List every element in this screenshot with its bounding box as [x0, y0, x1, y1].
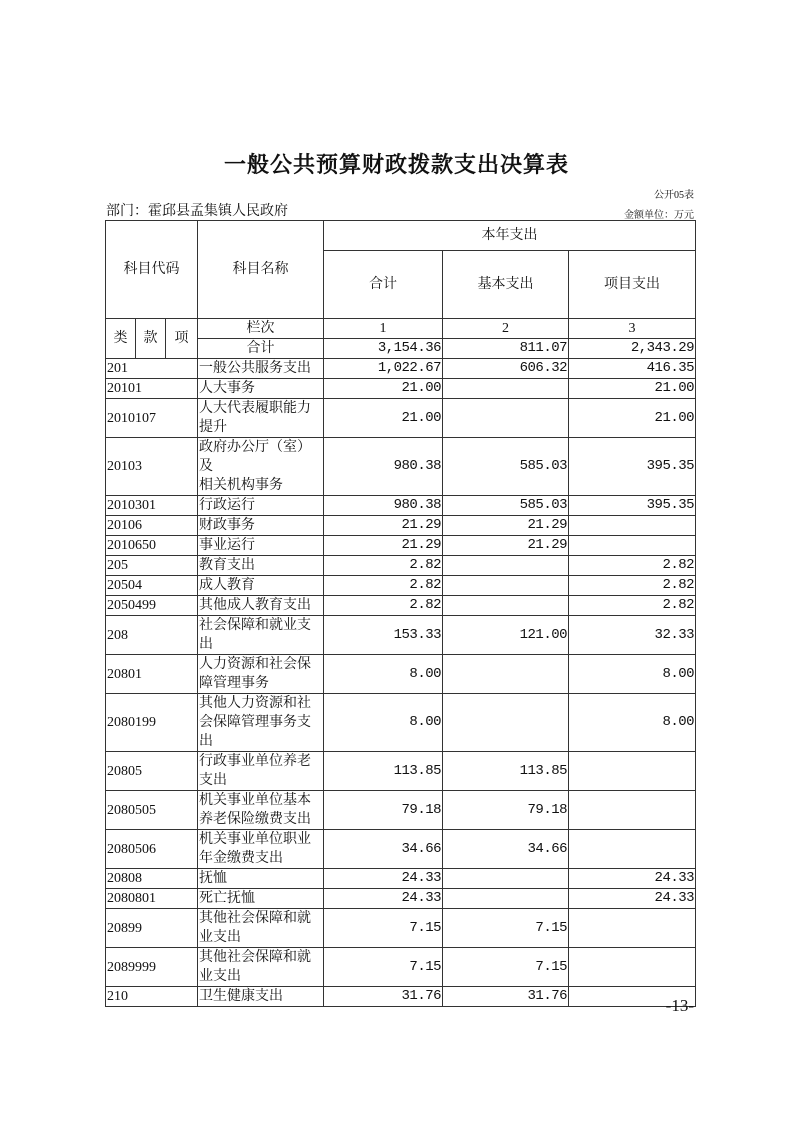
table-row	[106, 576, 696, 596]
code-cell: 2080505	[106, 791, 198, 830]
total-cell: 2.82	[324, 576, 443, 596]
code-cell: 2089999	[106, 948, 198, 987]
table-row	[106, 359, 696, 379]
table-row	[106, 830, 696, 869]
code-cell: 20504	[106, 576, 198, 596]
total-cell: 980.38	[324, 438, 443, 496]
table-row	[106, 752, 696, 791]
name-cell: 事业运行	[198, 536, 324, 556]
project-cell: 2.82	[569, 556, 696, 576]
project-cell: 21.00	[569, 399, 696, 438]
sum-total: 3,154.36	[324, 339, 443, 359]
table-row	[106, 889, 696, 909]
name-cell: 其他社会保障和就 业支出	[198, 909, 324, 948]
table-row	[106, 399, 696, 438]
total-cell: 7.15	[324, 948, 443, 987]
total-cell: 980.38	[324, 496, 443, 516]
basic-cell: 121.00	[443, 616, 569, 655]
basic-cell: 113.85	[443, 752, 569, 791]
basic-cell: 34.66	[443, 830, 569, 869]
total-cell: 34.66	[324, 830, 443, 869]
project-cell: 395.35	[569, 496, 696, 516]
table-row	[106, 536, 696, 556]
header-basic: 基本支出	[443, 251, 569, 319]
code-cell: 205	[106, 556, 198, 576]
basic-cell: 7.15	[443, 948, 569, 987]
header-code: 科目代码	[106, 221, 198, 319]
code-cell: 2010301	[106, 496, 198, 516]
project-cell	[569, 536, 696, 556]
project-cell	[569, 752, 696, 791]
code-cell: 20801	[106, 655, 198, 694]
project-cell: 21.00	[569, 379, 696, 399]
basic-cell: 21.29	[443, 516, 569, 536]
table-row	[106, 379, 696, 399]
project-cell: 8.00	[569, 694, 696, 752]
name-cell: 成人教育	[198, 576, 324, 596]
column-no-3: 3	[569, 319, 696, 339]
document-title: 一般公共预算财政拨款支出决算表	[223, 153, 569, 178]
basic-cell	[443, 596, 569, 616]
basic-cell: 585.03	[443, 438, 569, 496]
code-cell: 210	[106, 987, 198, 1007]
code-cell: 201	[106, 359, 198, 379]
table-row	[106, 496, 696, 516]
basic-cell	[443, 889, 569, 909]
code-cell: 2080199	[106, 694, 198, 752]
table-row	[106, 516, 696, 536]
table-row	[106, 596, 696, 616]
page-number: -13-	[665, 996, 694, 1015]
code-cell: 20101	[106, 379, 198, 399]
project-cell: 8.00	[569, 655, 696, 694]
department-label: 部门：霍邱县孟集镇人民政府	[106, 204, 288, 219]
name-cell: 教育支出	[198, 556, 324, 576]
project-cell	[569, 516, 696, 536]
basic-cell: 79.18	[443, 791, 569, 830]
project-cell: 395.35	[569, 438, 696, 496]
name-cell: 政府办公厅（室）及 相关机构事务	[198, 438, 324, 496]
code-cell: 20106	[106, 516, 198, 536]
sum-basic: 811.07	[443, 339, 569, 359]
code-cell: 208	[106, 616, 198, 655]
basic-cell: 21.29	[443, 536, 569, 556]
basic-cell	[443, 655, 569, 694]
code-cell: 2080506	[106, 830, 198, 869]
column-no-2: 2	[443, 319, 569, 339]
total-cell: 1,022.67	[324, 359, 443, 379]
total-cell: 79.18	[324, 791, 443, 830]
unit-label: 金额单位：万元	[624, 210, 694, 221]
total-cell: 8.00	[324, 694, 443, 752]
code-cell: 20103	[106, 438, 198, 496]
basic-cell	[443, 399, 569, 438]
header-project: 项目支出	[569, 251, 696, 319]
name-cell: 人大事务	[198, 379, 324, 399]
total-cell: 8.00	[324, 655, 443, 694]
table-row	[106, 791, 696, 830]
project-cell: 2.82	[569, 576, 696, 596]
name-cell: 社会保障和就业支 出	[198, 616, 324, 655]
name-cell: 财政事务	[198, 516, 324, 536]
basic-cell	[443, 556, 569, 576]
code-cell: 2080801	[106, 889, 198, 909]
header-xiang: 项	[166, 319, 198, 359]
project-cell	[569, 791, 696, 830]
basic-cell: 31.76	[443, 987, 569, 1007]
name-cell: 机关事业单位基本 养老保险缴费支出	[198, 791, 324, 830]
header-total: 合计	[324, 251, 443, 319]
table-row	[106, 655, 696, 694]
name-cell: 机关事业单位职业 年金缴费支出	[198, 830, 324, 869]
project-cell: 32.33	[569, 616, 696, 655]
name-cell: 抚恤	[198, 869, 324, 889]
table-row	[106, 694, 696, 752]
total-cell: 31.76	[324, 987, 443, 1007]
basic-cell: 7.15	[443, 909, 569, 948]
project-cell: 416.35	[569, 359, 696, 379]
header-name: 科目名称	[198, 221, 324, 319]
expenditure-table	[105, 220, 696, 1007]
project-cell: 24.33	[569, 869, 696, 889]
basic-cell	[443, 869, 569, 889]
total-cell: 21.00	[324, 379, 443, 399]
total-cell: 21.29	[324, 536, 443, 556]
table-row	[106, 948, 696, 987]
header-lei: 类	[106, 319, 136, 359]
total-cell: 153.33	[324, 616, 443, 655]
code-cell: 20808	[106, 869, 198, 889]
basic-cell: 585.03	[443, 496, 569, 516]
name-cell: 人大代表履职能力 提升	[198, 399, 324, 438]
name-cell: 其他人力资源和社 会保障管理事务支 出	[198, 694, 324, 752]
name-cell: 其他社会保障和就 业支出	[198, 948, 324, 987]
column-no-label: 栏次	[198, 319, 324, 339]
table-row	[106, 556, 696, 576]
table-row	[106, 909, 696, 948]
table-row	[106, 438, 696, 496]
total-cell: 2.82	[324, 596, 443, 616]
total-cell: 21.00	[324, 399, 443, 438]
sum-project: 2,343.29	[569, 339, 696, 359]
project-cell	[569, 948, 696, 987]
table-row	[106, 616, 696, 655]
total-cell: 113.85	[324, 752, 443, 791]
basic-cell: 606.32	[443, 359, 569, 379]
code-cell: 2050499	[106, 596, 198, 616]
name-cell: 行政运行	[198, 496, 324, 516]
total-cell: 21.29	[324, 516, 443, 536]
name-cell: 行政事业单位养老 支出	[198, 752, 324, 791]
code-cell: 20805	[106, 752, 198, 791]
total-cell: 24.33	[324, 889, 443, 909]
header-current-year: 本年支出	[324, 221, 696, 251]
total-cell: 2.82	[324, 556, 443, 576]
name-cell: 死亡抚恤	[198, 889, 324, 909]
name-cell: 卫生健康支出	[198, 987, 324, 1007]
name-cell: 其他成人教育支出	[198, 596, 324, 616]
table-row	[106, 869, 696, 889]
column-no-1: 1	[324, 319, 443, 339]
total-cell: 7.15	[324, 909, 443, 948]
code-cell: 2010107	[106, 399, 198, 438]
basic-cell	[443, 379, 569, 399]
code-cell: 20899	[106, 909, 198, 948]
project-cell: 24.33	[569, 889, 696, 909]
basic-cell	[443, 576, 569, 596]
table-number: 公开05表	[654, 190, 694, 201]
header-kuan: 款	[136, 319, 166, 359]
project-cell	[569, 830, 696, 869]
table-row	[106, 987, 696, 1007]
total-cell: 24.33	[324, 869, 443, 889]
sum-label: 合计	[198, 339, 324, 359]
code-cell: 2010650	[106, 536, 198, 556]
name-cell: 一般公共服务支出	[198, 359, 324, 379]
project-cell	[569, 909, 696, 948]
project-cell: 2.82	[569, 596, 696, 616]
name-cell: 人力资源和社会保 障管理事务	[198, 655, 324, 694]
basic-cell	[443, 694, 569, 752]
